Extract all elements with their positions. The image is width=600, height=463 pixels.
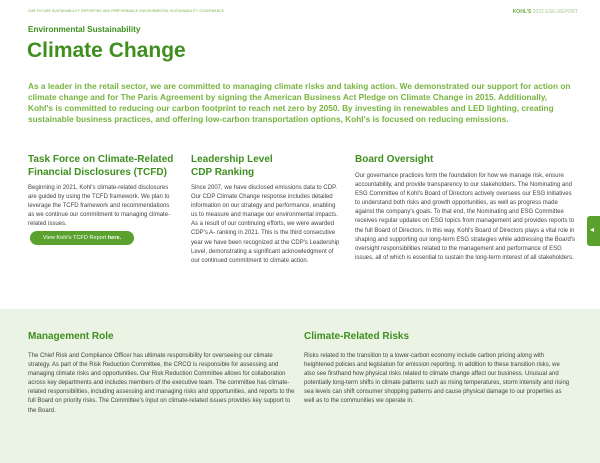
page-nav-tab[interactable] — [587, 216, 600, 246]
leadership-heading-line2: CDP Ranking — [191, 166, 255, 178]
leadership-heading — [191, 154, 341, 179]
tcfd-heading — [28, 154, 188, 179]
tcfd-body: Beginning in 2021, Kohl's climate-related disclosures are guided by using the TCFD framework. We plan to leverage the TCFD framework and recommendations as we continue our commitment to managing climate-related issues. — [28, 185, 171, 228]
intro-paragraph: As a leader in the retail sector, we are committed to managing climate risks and taking action. We demonstrated our support for action on climate change and for The Paris Agreement by signing the American Business Act Pledge on Climate Change in 2015. Additionally, Kohl's is committed to reducing our carbon footprint to reach net zero by 2050. By investing in renewables and LED lighting, creating sustainable business practices, and offering low-carbon transportation options, Kohl's is focused on reducing emissions. — [28, 81, 571, 124]
leadership-body: Since 2007, we have disclosed emissions data to CDP. Our CDP Climate Change response includes detailed information on our strategy and performance, enabling us to measure and manage our environmental impacts. As a result of our continuing efforts, we were awarded CDP's A- ranking in 2021. This is the third consecutive year we have been recognized at the CDP's Leadership Level, demonstrating a significant acknowledgment of our continued commitment to climate action. — [191, 185, 340, 264]
tcfd-heading-line2: Financial Disclosures (TCFD) — [28, 166, 167, 178]
board-heading: Board Oversight — [355, 154, 434, 165]
tcfd-heading-line1: Task Force on Climate-Related — [28, 154, 174, 165]
report-name: 2022 ESG REPORT — [532, 9, 578, 15]
management-body: The Chief Risk and Compliance Officer has ultimate responsibility for overseeing our climate strategy. As part of the Risk Reduction Committee, the CRCO is responsible for assessing and managing climate risks and opportunities. Our Risk Reduction Committee allows for collaboration across key departments and includes members of the executive team. The committee has climate-related responsibilities, including assessing and managing risks and opportunities, and reports to the full Board on priority risks. The Committee's input on climate-related issues provides key support to the Board. — [28, 353, 295, 414]
page-title: Climate Change — [27, 39, 186, 62]
risks-body: Risks related to the transition to a lower-carbon economy include carbon pricing along with heightened policies and legislation for emission reporting. In addition to these transition risks, we also see firsthand how physical risks related to climate change affect our business. Unusual and potentially long-term shifts in climate patterns such as rising temperatures, storm intensity and rising sea levels can shift consumer shopping patterns and cause physical damage to our properties as well as to the communities we operate in. — [304, 353, 570, 405]
report-brand — [513, 9, 578, 15]
section-label: Environmental Sustainability — [28, 25, 141, 34]
board-body: Our governance practices form the foundation for how we manage risk, ensure accountability, and provide transparency to our stakeholders. The Nominating and ESG Committee of Kohl's Board of Directors actively oversees our ESG initiatives to understand both risks and growth opportunities, as well as progress made against the company's goals. To that end, the Nominating and ESG Committee receives regular updates on ESG topics from management and provides reports to the full Board of Directors. In this way, Kohl's Board of Directors plays a vital role in shaping and supporting our long-term ESG strategies while addressing the Board's oversight responsibilities related to the management and performance of ESG issues, all of which is essential to sustain the long-term interest of all stakeholders. — [355, 173, 575, 261]
tcfd-report-link[interactable]: here. — [107, 235, 122, 241]
brand-name: KOHL'S — [512, 9, 532, 15]
breadcrumb[interactable]: OUR FUTURE SUSTAINABILITY REPORTING AND PERFORMANCE ENVIRONMENTAL SUSTAINABILITY GOVERNANCE — [28, 9, 225, 13]
top-navigation — [28, 9, 578, 17]
chevron-left-icon: ◂ — [590, 225, 595, 234]
leadership-heading-line1: Leadership Level — [191, 154, 273, 165]
tcfd-report-button-label: View Kohl's TCFD Report — [42, 235, 108, 241]
management-heading: Management Role — [28, 331, 114, 342]
tcfd-report-button[interactable] — [30, 231, 134, 245]
risks-heading: Climate-Related Risks — [304, 331, 410, 342]
